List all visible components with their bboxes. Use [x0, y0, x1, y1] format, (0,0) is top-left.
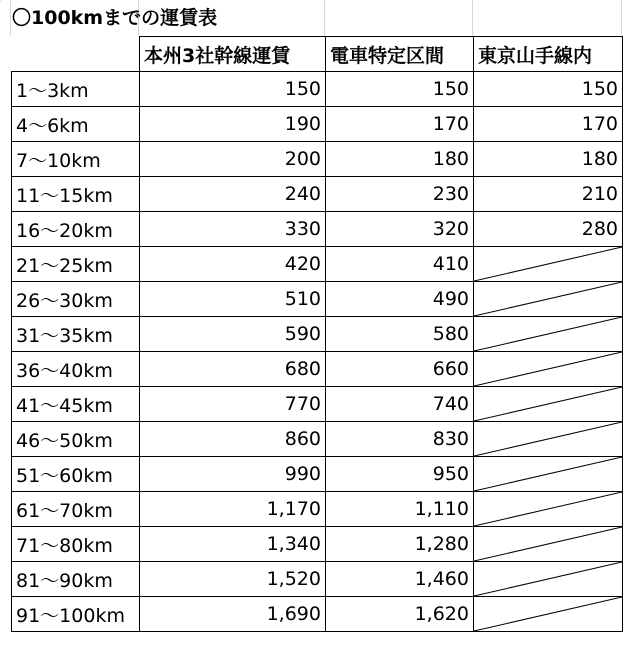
not-applicable-cell[interactable] — [474, 352, 623, 387]
special-section-fare-cell[interactable]: 230 — [326, 177, 474, 212]
diagonal-strike-icon — [474, 387, 622, 421]
table-row — [12, 527, 623, 562]
special-section-fare-cell[interactable]: 320 — [326, 212, 474, 247]
special-section-fare-cell[interactable]: 150 — [326, 72, 474, 107]
special-section-fare-cell[interactable]: 410 — [326, 247, 474, 282]
special-section-fare-cell[interactable]: 170 — [326, 107, 474, 142]
yamanote-fare-cell[interactable]: 150 — [474, 72, 623, 107]
yamanote-fare-cell[interactable]: 170 — [474, 107, 623, 142]
special-section-fare-cell[interactable]: 1,110 — [326, 492, 474, 527]
not-applicable-cell[interactable] — [474, 492, 623, 527]
diagonal-strike-icon — [474, 247, 622, 281]
header-yamanote[interactable]: 東京山手線内 — [474, 37, 623, 72]
table-row — [12, 457, 623, 492]
diagonal-strike-icon — [474, 317, 622, 351]
special-section-fare-cell[interactable]: 740 — [326, 387, 474, 422]
table-row — [12, 562, 623, 597]
special-section-fare-cell[interactable]: 580 — [326, 317, 474, 352]
trunk-fare-cell[interactable]: 770 — [140, 387, 326, 422]
special-section-fare-cell[interactable]: 1,460 — [326, 562, 474, 597]
trunk-fare-cell[interactable]: 1,520 — [140, 562, 326, 597]
special-section-fare-cell[interactable]: 830 — [326, 422, 474, 457]
not-applicable-cell[interactable] — [474, 457, 623, 492]
gridline — [472, 0, 473, 36]
table-row — [12, 212, 623, 247]
not-applicable-cell[interactable] — [474, 562, 623, 597]
not-applicable-cell[interactable] — [474, 597, 623, 632]
not-applicable-cell[interactable] — [474, 317, 623, 352]
not-applicable-cell[interactable] — [474, 387, 623, 422]
trunk-fare-cell[interactable]: 860 — [140, 422, 326, 457]
header-special-section[interactable]: 電車特定区間 — [326, 37, 474, 72]
table-row — [12, 492, 623, 527]
trunk-fare-cell[interactable]: 680 — [140, 352, 326, 387]
distance-range-cell[interactable]: 11～15km — [12, 177, 140, 212]
special-section-fare-cell[interactable]: 1,280 — [326, 527, 474, 562]
distance-range-cell[interactable]: 16～20km — [12, 212, 140, 247]
table-row — [12, 72, 623, 107]
yamanote-fare-cell[interactable]: 210 — [474, 177, 623, 212]
distance-range-cell[interactable]: 51～60km — [12, 457, 140, 492]
table-row — [12, 282, 623, 317]
distance-range-cell[interactable]: 91～100km — [12, 597, 140, 632]
header-trunk-fare[interactable]: 本州3社幹線運賃 — [140, 37, 326, 72]
not-applicable-cell[interactable] — [474, 422, 623, 457]
trunk-fare-cell[interactable]: 1,170 — [140, 492, 326, 527]
distance-range-cell[interactable]: 71～80km — [12, 527, 140, 562]
gridline — [621, 0, 622, 36]
special-section-fare-cell[interactable]: 950 — [326, 457, 474, 492]
header-row — [12, 37, 623, 72]
diagonal-strike-icon — [474, 527, 622, 561]
diagonal-strike-icon — [474, 352, 622, 386]
table-row — [12, 177, 623, 212]
gridline — [324, 0, 325, 36]
diagonal-strike-icon — [474, 457, 622, 491]
table-row — [12, 142, 623, 177]
not-applicable-cell[interactable] — [474, 527, 623, 562]
diagonal-strike-icon — [474, 597, 622, 631]
trunk-fare-cell[interactable]: 420 — [140, 247, 326, 282]
table-row — [12, 247, 623, 282]
table-row — [12, 352, 623, 387]
diagonal-strike-icon — [474, 492, 622, 526]
distance-range-cell[interactable]: 41～45km — [12, 387, 140, 422]
special-section-fare-cell[interactable]: 180 — [326, 142, 474, 177]
trunk-fare-cell[interactable]: 990 — [140, 457, 326, 492]
trunk-fare-cell[interactable]: 240 — [140, 177, 326, 212]
header-corner-cell[interactable] — [12, 37, 140, 72]
distance-range-cell[interactable]: 7～10km — [12, 142, 140, 177]
table-row — [12, 597, 623, 632]
special-section-fare-cell[interactable]: 660 — [326, 352, 474, 387]
distance-range-cell[interactable]: 81～90km — [12, 562, 140, 597]
trunk-fare-cell[interactable]: 200 — [140, 142, 326, 177]
distance-range-cell[interactable]: 36～40km — [12, 352, 140, 387]
trunk-fare-cell[interactable]: 190 — [140, 107, 326, 142]
trunk-fare-cell[interactable]: 330 — [140, 212, 326, 247]
diagonal-strike-icon — [474, 282, 622, 316]
trunk-fare-cell[interactable]: 590 — [140, 317, 326, 352]
diagonal-strike-icon — [474, 562, 622, 596]
distance-range-cell[interactable]: 46～50km — [12, 422, 140, 457]
trunk-fare-cell[interactable]: 1,690 — [140, 597, 326, 632]
distance-range-cell[interactable]: 31～35km — [12, 317, 140, 352]
special-section-fare-cell[interactable]: 1,620 — [326, 597, 474, 632]
distance-range-cell[interactable]: 61～70km — [12, 492, 140, 527]
special-section-fare-cell[interactable]: 490 — [326, 282, 474, 317]
distance-range-cell[interactable]: 26～30km — [12, 282, 140, 317]
yamanote-fare-cell[interactable]: 280 — [474, 212, 623, 247]
trunk-fare-cell[interactable]: 1,340 — [140, 527, 326, 562]
not-applicable-cell[interactable] — [474, 282, 623, 317]
sheet-title[interactable]: 〇100kmまでの運賃表 — [12, 7, 218, 29]
distance-range-cell[interactable]: 4～6km — [12, 107, 140, 142]
distance-range-cell[interactable]: 1～3km — [12, 72, 140, 107]
yamanote-fare-cell[interactable]: 180 — [474, 142, 623, 177]
not-applicable-cell[interactable] — [474, 247, 623, 282]
fare-table — [11, 36, 623, 632]
diagonal-strike-icon — [474, 422, 622, 456]
table-row — [12, 387, 623, 422]
distance-range-cell[interactable]: 21～25km — [12, 247, 140, 282]
table-row — [12, 107, 623, 142]
trunk-fare-cell[interactable]: 510 — [140, 282, 326, 317]
table-row — [12, 317, 623, 352]
gridline — [10, 0, 11, 36]
fare-table-body — [12, 72, 623, 632]
trunk-fare-cell[interactable]: 150 — [140, 72, 326, 107]
table-row — [12, 422, 623, 457]
